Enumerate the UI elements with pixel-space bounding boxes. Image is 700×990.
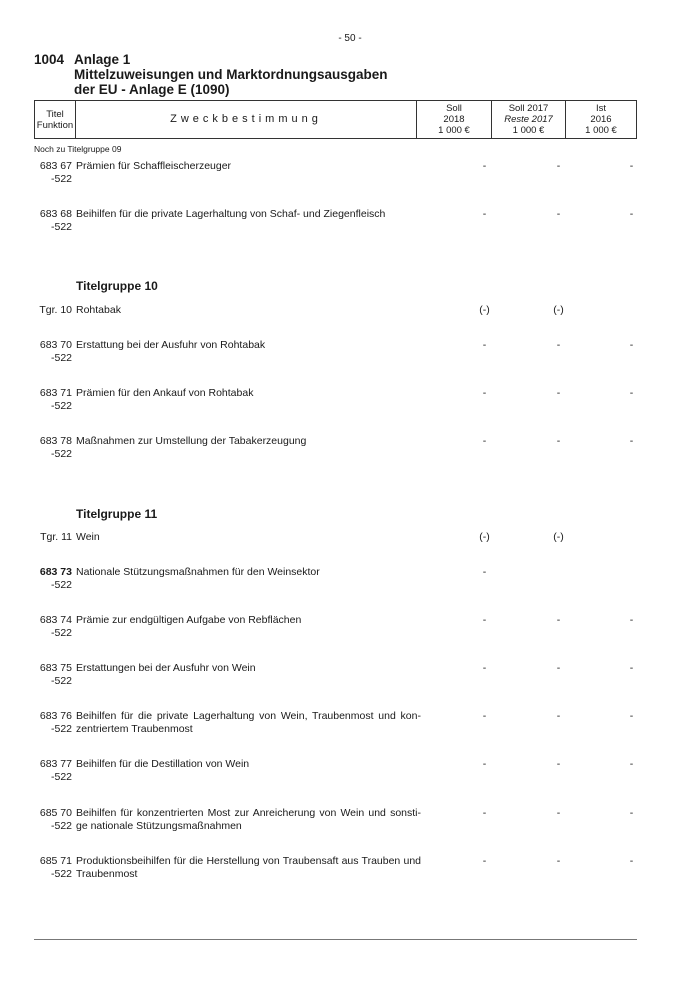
row-description: Wein: [76, 531, 100, 543]
header-ist-label: Ist: [595, 103, 607, 114]
footer-divider: [34, 939, 637, 940]
row-description: Beihilfen für die Destillation von Wein: [76, 758, 250, 770]
header-soll17-label: Soll 2017: [508, 103, 549, 114]
value-soll-2018: -: [482, 160, 487, 172]
value-soll-2018: -: [482, 758, 487, 770]
value-soll-2017: -: [556, 614, 561, 626]
value-soll-2018: (-): [479, 304, 490, 316]
section-heading: [34, 52, 388, 97]
heading-line-3: der EU - Anlage E (1090): [74, 82, 230, 97]
value-soll-2017: (-): [553, 304, 564, 316]
title-code: 683 71 -522: [39, 387, 72, 412]
title-code: 683 78 -522: [39, 435, 72, 460]
row-description: Maßnahmen zur Umstellung der Tabakerzeugung: [76, 435, 307, 447]
header-soll-2018: [417, 101, 492, 138]
heading-line-1: Anlage 1: [74, 52, 131, 67]
tgr-code: Tgr. 11: [40, 531, 72, 543]
row-description: Prämie zur endgültigen Aufgabe von Rebflächen: [76, 614, 302, 626]
value-soll-2017: -: [556, 208, 561, 220]
row-description: Prämien für Schaffleischerzeuger: [76, 160, 232, 172]
value-soll-2018: -: [482, 662, 487, 674]
title-code: 683 73 -522: [39, 566, 72, 591]
value-soll-2018: -: [482, 710, 487, 722]
value-soll-2017: -: [556, 710, 561, 722]
title-code: 685 71 -522: [39, 855, 72, 880]
title-code: 685 70 -522: [39, 807, 72, 832]
value-ist-2016: -: [629, 614, 634, 626]
value-soll-2018: -: [482, 807, 487, 819]
header-ist-2016: [566, 101, 636, 138]
header-ist-year: 2016: [590, 114, 612, 125]
value-soll-2017: -: [556, 339, 561, 351]
row-description: Beihilfen für die private Lagerhaltung von Schaf- und Ziegenfleisch: [76, 208, 386, 220]
value-soll-2017: -: [556, 387, 561, 399]
heading-line-2: Mittelzuweisungen und Marktordnungsausgaben: [74, 67, 388, 82]
value-soll-2017: -: [556, 435, 561, 447]
title-code: 683 68 -522: [39, 208, 72, 233]
value-soll-2018: -: [482, 339, 487, 351]
value-ist-2016: -: [629, 807, 634, 819]
group-title-11: Titelgruppe 11: [76, 507, 158, 521]
tgr-code: Tgr. 10: [39, 304, 72, 316]
header-ist-unit: 1 000 €: [585, 125, 617, 136]
title-code: 683 67 -522: [39, 160, 72, 185]
value-soll-2018: (-): [479, 531, 490, 543]
value-soll-2018: -: [482, 387, 487, 399]
group-title-10: Titelgruppe 10: [76, 279, 158, 293]
value-ist-2016: -: [629, 855, 634, 867]
header-soll-year: 2018: [443, 114, 465, 125]
row-description: Erstattungen bei der Ausfuhr von Wein: [76, 662, 256, 674]
title-code: 683 74 -522: [39, 614, 72, 639]
title-code: 683 77 -522: [39, 758, 72, 783]
header-soll-2017: [492, 101, 566, 138]
title-code: 683 75 -522: [39, 662, 72, 687]
header-titel-funktion: [35, 101, 76, 138]
continuation-note: Noch zu Titelgruppe 09: [34, 144, 122, 154]
value-soll-2017: -: [556, 855, 561, 867]
header-titel: Titel: [46, 108, 64, 120]
value-ist-2016: -: [629, 160, 634, 172]
header-zweckbestimmung: [76, 101, 417, 138]
value-ist-2016: -: [629, 710, 634, 722]
header-soll17-sub: Reste 2017: [504, 114, 553, 125]
value-soll-2017: (-): [553, 531, 564, 543]
title-code: 683 70 -522: [39, 339, 72, 364]
row-description: Rohtabak: [76, 304, 121, 316]
value-soll-2018: -: [482, 855, 487, 867]
value-soll-2017: -: [556, 807, 561, 819]
value-soll-2018: -: [482, 208, 487, 220]
row-description: Produktionsbeihilfen für die Herstellung von Traubensaft aus Trauben und Traubenmost: [76, 855, 421, 880]
value-soll-2018: -: [482, 614, 487, 626]
value-soll-2018: -: [482, 566, 487, 578]
value-ist-2016: -: [629, 208, 634, 220]
title-code: 683 76 -522: [39, 710, 72, 735]
header-zweck-text: Zweckbestimmung: [170, 113, 322, 125]
chapter-number: 1004: [34, 52, 65, 67]
row-description: Prämien für den Ankauf von Rohtabak: [76, 387, 254, 399]
value-ist-2016: -: [629, 339, 634, 351]
value-ist-2016: -: [629, 387, 634, 399]
header-funktion: Funktion: [36, 119, 74, 131]
row-description: Beihilfen für die private Lagerhaltung von Wein, Traubenmost und kon-zentriertem Traubenmost: [76, 710, 421, 735]
row-description: Erstattung bei der Ausfuhr von Rohtabak: [76, 339, 266, 351]
value-soll-2017: -: [556, 160, 561, 172]
row-description: Beihilfen für konzentrierten Most zur Anreicherung von Wein und sonsti-ge nationale Stützungsmaßnahmen: [76, 807, 421, 832]
value-soll-2018: -: [482, 435, 487, 447]
value-soll-2017: -: [556, 662, 561, 674]
header-soll-label: Soll: [446, 103, 462, 114]
page-number: - 50 -: [338, 33, 362, 44]
header-soll-unit: 1 000 €: [438, 125, 470, 136]
row-description: Nationale Stützungsmaßnahmen für den Weinsektor: [76, 566, 320, 578]
value-soll-2017: -: [556, 758, 561, 770]
value-ist-2016: -: [629, 435, 634, 447]
value-ist-2016: -: [629, 662, 634, 674]
header-soll17-unit: 1 000 €: [512, 125, 545, 136]
value-ist-2016: -: [629, 758, 634, 770]
table-header: [34, 100, 637, 139]
